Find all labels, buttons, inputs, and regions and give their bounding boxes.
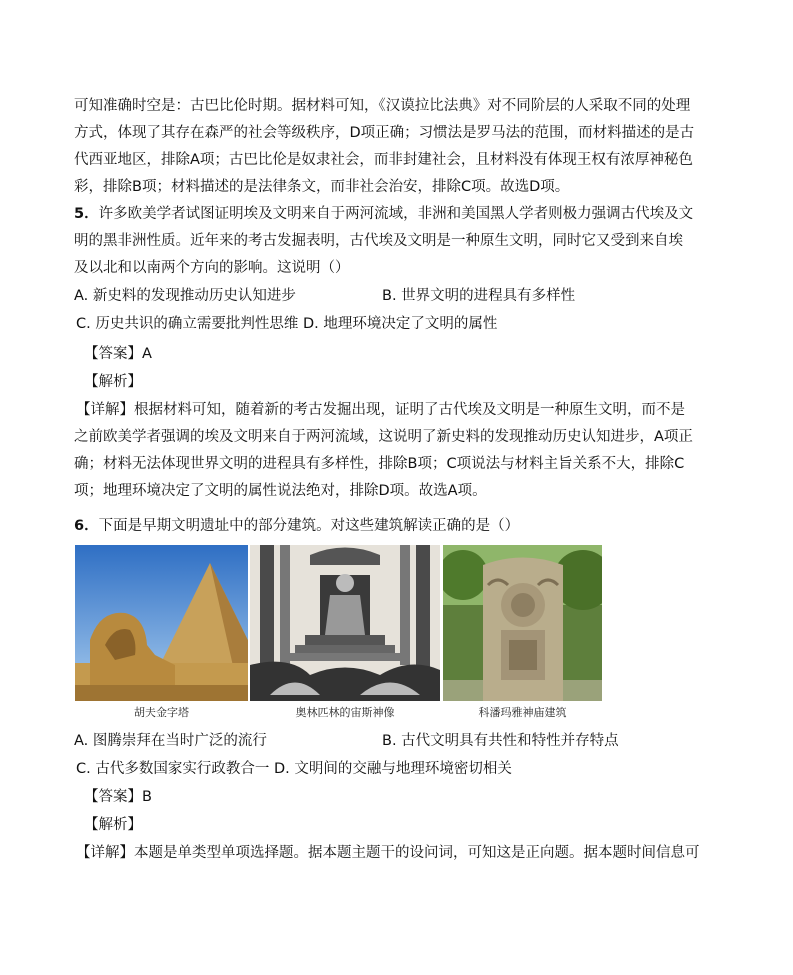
text-line: 方式，体现了其存在森严的社会等级秩序，D项正确；习惯法是罗马法的范围，而材料描述的是古 (74, 125, 695, 141)
option-c-d: C. 历史共识的确立需要批判性思维 D. 地理环境决定了文明的属性 (76, 316, 498, 332)
option-b: B. 古代文明具有共性和特性并存特点 (382, 733, 619, 749)
text-line: 明的黑非洲性质。近年来的考古发掘表明，古代埃及文明是一种原生文明，同时它又受到来自埃 (74, 233, 683, 249)
text-line: 项；地理环境决定了文明的属性说法绝对，排除D项。故选A项。 (74, 483, 487, 499)
text-line: 代西亚地区，排除A项；古巴比伦是奴隶社会，而非封建社会，且材料没有体现王权有浓厚神秘色 (74, 152, 693, 168)
detail-label: 【详解】 (76, 402, 134, 418)
zeus-illustration (250, 545, 440, 701)
pyramid-photo (75, 545, 248, 701)
text-line: 可知准确时空是：古巴比伦时期。据材料可知，《汉谟拉比法典》对不同阶层的人采取不同的处理 (74, 98, 691, 114)
answer-line (84, 344, 152, 364)
detail-line: 【详解】根据材料可知，随着新的考古发掘出现，证明了古代埃及文明是一种原生文明，而不是 (76, 402, 685, 418)
detail-label: 【详解】 (76, 845, 134, 861)
option-c-d: C. 古代多数国家实行政教合一 D. 文明间的交融与地理环境密切相关 (76, 761, 512, 777)
question-number: 5． (74, 206, 99, 222)
text-line: 彩，排除B项；材料描述的是法律条文，而非社会治安，排除C项。故选D项。 (74, 179, 570, 195)
text-line: 及以北和以南两个方向的影响。这说明（） (74, 260, 350, 276)
maya-illustration (443, 545, 602, 701)
question-number: 6． (74, 518, 99, 534)
answer-line (84, 787, 152, 807)
option-a: A. 新史料的发现推动历史认知进步 (74, 288, 296, 304)
text-line: 之前欧美学者强调的埃及文明来自于两河流域，这说明了新史料的发现推动历史认知进步，A项正 (74, 429, 693, 445)
answer-label: 【答案】 (84, 789, 142, 805)
answer-value: A (142, 346, 152, 362)
detail-line: 【详解】本题是单类型单项选择题。据本题主题干的设问词，可知这是正向题。据本题时间信息可 (76, 845, 700, 861)
maya-stele-photo (443, 545, 602, 701)
question-5-stem: 5．许多欧美学者试图证明埃及文明来自于两河流域，非洲和美国黑人学者则极力强调古代埃及文 (74, 206, 694, 222)
pyramid-illustration (75, 545, 248, 701)
question-6-stem: 6．下面是早期文明遗址中的部分建筑。对这些建筑解读正确的是（） (74, 518, 520, 534)
text-line: 确；材料无法体现世界文明的进程具有多样性，排除B项；C项说法与材料主旨关系不大，排除C (74, 456, 685, 472)
option-a: A. 图腾崇拜在当时广泛的流行 (74, 733, 267, 749)
caption-pyramid: 胡夫金字塔 (134, 706, 189, 719)
answer-label: 【答案】 (84, 346, 142, 362)
zeus-engraving (250, 545, 440, 701)
analysis-label: 【解析】 (84, 374, 142, 390)
answer-value: B (142, 789, 152, 805)
caption-maya: 科潘玛雅神庙建筑 (478, 706, 567, 719)
option-b: B. 世界文明的进程具有多样性 (382, 288, 576, 304)
analysis-label: 【解析】 (84, 817, 142, 833)
figure-strip (75, 545, 602, 725)
caption-zeus: 奥林匹林的宙斯神像 (295, 706, 395, 719)
